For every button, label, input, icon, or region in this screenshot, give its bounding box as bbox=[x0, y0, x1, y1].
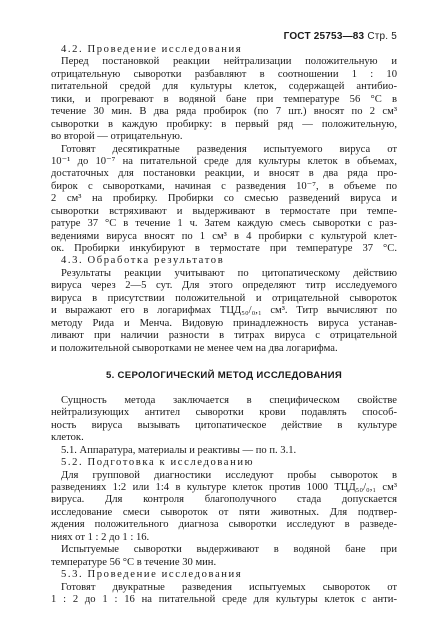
page-header bbox=[284, 31, 397, 42]
text-line: исследование смеси сывороток от пяти животных. Для подтвер- bbox=[51, 506, 397, 518]
text-line: течение 30 мин. В два ряда пробирок (по 7 шт.) вносят по 2 см³ bbox=[51, 106, 397, 118]
text-line: сыворотки встряхивают и выдерживают в термостате при темпе- bbox=[51, 205, 397, 217]
subsection-heading: 5.2. Подготовка к исследованию bbox=[61, 457, 255, 469]
text-line: 10⁻¹ до 10⁻⁷ на питательной среде для культуры клеток в объемах, bbox=[51, 155, 397, 167]
section-heading: 5. СЕРОЛОГИЧЕСКИЙ МЕТОД ИССЛЕДОВАНИЯ bbox=[105, 369, 343, 381]
text-line: 2 см³ на пробирку. Пробирки со смесью разведений вируса и bbox=[51, 193, 397, 205]
text-line: температуре 56 °С в течение 30 мин. bbox=[51, 556, 217, 568]
text-line: отрицательную сыворотки разбавляют в соотношении 1 : 10 bbox=[51, 68, 397, 80]
text-line: Готовят двукратные разведения испытуемых сывороток от bbox=[61, 581, 397, 593]
text-line: клеток. bbox=[51, 432, 84, 444]
text-line: вируса в присутствии положительной и отрицательной сывороток bbox=[51, 292, 397, 304]
text-line: методу Рида и Менча. Видовую принадлежность вируса устанав- bbox=[51, 317, 397, 329]
text-line: разведениях 1:2 или 1:4 в культуре клеток против 1000 ТЦД₅₀/₀,₁ см³ bbox=[51, 482, 397, 493]
text-line: Перед постановкой реакции нейтрализации положительную и bbox=[61, 56, 397, 68]
text-line: сыворотки в каждую пробирку: в первый ряд — положительную, bbox=[51, 118, 397, 130]
subsection-heading: 4.2. Проведение исследования bbox=[61, 44, 243, 55]
page-number: Стр. 5 bbox=[367, 31, 397, 42]
text-line: ность вируса вызывать цитопатическое действие в культуре bbox=[51, 419, 397, 431]
text-line: ок. Пробирки инкубируют в термостате при температуре 37 °С. bbox=[51, 243, 397, 254]
text-line: ведениями вируса вносят по 1 см³ в 4 пробирки с культурой клет- bbox=[51, 230, 397, 242]
text-line: тики, и прогревают в водяной бане при температуре 56 °С в bbox=[51, 93, 397, 105]
subsection-heading: 5.3. Проведение исследования bbox=[61, 569, 243, 581]
text-line: ливают при наличии разности в титрах вируса с отрицательной bbox=[51, 330, 397, 342]
text-line: достаточных для постановки реакции, и вносят в два ряда про- bbox=[51, 168, 397, 180]
text-line: Готовят десятикратные разведения испытуемого вируса от bbox=[61, 143, 397, 155]
text-line: Для групповой диагностики исследуют пробы сывороток в bbox=[61, 469, 397, 481]
text-line: бирок с сыворотками, начиная с разведения 10⁻⁷, в объеме по bbox=[51, 180, 397, 192]
text-line: и выражают его в логарифмах ТЦД₅₀/₀,₁ см³. Титр вычисляют по bbox=[51, 305, 397, 317]
subsection-heading: 4.3. Обработка результатов bbox=[61, 255, 225, 267]
text-line: Результаты реакции учитывают по цитопатическому действию bbox=[61, 267, 397, 279]
text-line: ждения положительного диагноза сыворотки исследуют в разведе- bbox=[51, 519, 397, 531]
text-line: Сущность метода заключается в специфическом свойстве bbox=[61, 394, 397, 406]
standard-number: ГОСТ 25753—83 bbox=[283, 31, 365, 42]
text-line: Испытуемые сыворотки выдерживают в водяной бане при bbox=[61, 544, 397, 556]
text-line: вируса через 2—5 сут. Для этого определяют титр исследуемого bbox=[51, 280, 397, 292]
text-line: нейтрализующих антител сыворотки крови подавлять способ- bbox=[51, 407, 397, 419]
text-line: и положительной сыворотками не менее чем на два логарифма. bbox=[51, 342, 338, 354]
text-line: питательной средой для культуры клеток, содержащей антибио- bbox=[51, 81, 397, 93]
text-line: вируса. Для контроля благополучного стада допускается bbox=[51, 494, 397, 506]
text-line: во второй — отрицательную. bbox=[51, 131, 183, 143]
text-line: ниях от 1 : 2 до 1 : 16. bbox=[51, 531, 150, 543]
text-line: 5.1. Аппаратура, материалы и реактивы — по п. 3.1. bbox=[61, 444, 297, 456]
document-body bbox=[51, 44, 397, 606]
text-line: 1 : 2 до 1 : 16 на питательной среде для культуры клеток с анти- bbox=[51, 593, 397, 605]
text-line: ратуре 37 °С в течение 1 ч. Затем каждую смесь сыворотки с раз- bbox=[51, 218, 397, 230]
